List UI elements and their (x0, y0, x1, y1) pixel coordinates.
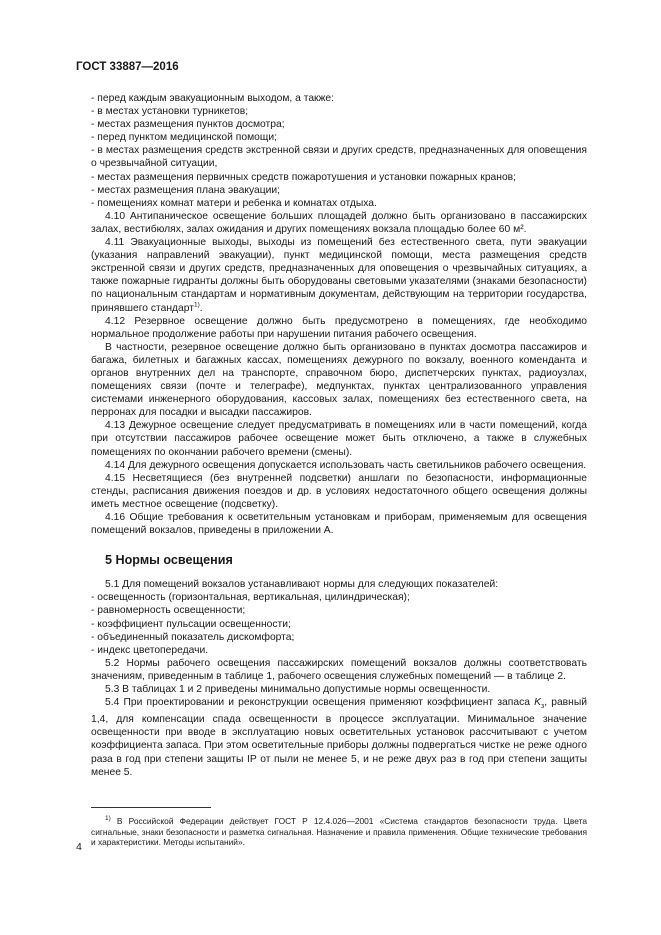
list-item: - объединенный показатель дискомфорта; (91, 631, 295, 643)
footnote (91, 816, 587, 848)
clause-4-15: 4.15 Несветящиеся (без внутренней подсветки) аншлаги по безопасности, информационные стенды, расписания движения поездов и др. в условиях недостаточного общего освещения должны иметь местное освещение (подсветку). (91, 472, 587, 510)
page-number: 4 (76, 841, 82, 853)
section-5-title: 5 Нормы освещения (105, 553, 233, 568)
footnote-divider (91, 807, 211, 808)
clause-4-11-text: 4.11 Эвакуационные выходы, выходы из помещений без естественного света, пути эвакуации (указания направлений эвакуации), пункт медицинской помощи, места размещения средств экстренной связи и других средств, предназначенных для оповещения о чрезвычайных ситуациях, а также пожарные гидранты должны быть оборудованы световыми указателями (знаками безопасности) по национальным стандартам и нормативным документам, действующим на территории государства, принявшего стандарт (91, 237, 587, 314)
list-item: - местах размещения первичных средств пожаротушения и установки пожарных кранов; (91, 171, 517, 183)
clause-4-12-detail: В частности, резервное освещение должно быть организовано в пунктах досмотра пассажиров и багажа, билетных и багажных кассах, помещениях дежурного по вокзалу, военного коменданта и органов внутренних дел на транспорте, справочном бюро, диспетчерских пунктах, радиоузлах, помещениях связи (почте и телеграфе), медпунктах, пунктах централизованного управления системами инженерного оборудования, кассовых залах, помещениях без естественного света, на перронах для посадки и высадки пассажиров. (91, 341, 587, 419)
list-item: - помещениях комнат матери и ребенка и комнатах отдыха. (91, 197, 377, 209)
list-item: - местах размещения плана эвакуации; (91, 184, 280, 196)
clause-4-11-end: . (199, 302, 203, 314)
clause-4-10: 4.10 Антипаническое освещение больших площадей должно быть организовано в пассажирских залах, вестибюлях, залах ожидания и других помещениях вокзала площадью более 60 м². (91, 210, 587, 235)
footnote-mark: 1) (105, 815, 111, 823)
clause-4-16: 4.16 Общие требования к осветительным установкам и приборам, применяемым для освещения помещений вокзалов, приведены в приложении А. (91, 512, 587, 537)
coefficient-subscript: з (540, 703, 545, 711)
clause-4-13: 4.13 Дежурное освещение следует предусматривать в помещениях или в части помещений, когда при отсутствии пассажиров рабочее освещение может быть отключено, а также в служебных помещениях по окончании рабочего времени (смены). (91, 420, 587, 458)
list-item: - в местах установки турникетов; (91, 106, 249, 118)
list-item: - перед каждым эвакуационным выходом, а также: (91, 93, 335, 104)
page-body (91, 92, 587, 856)
list-item: - освещенность (горизонтальная, вертикальная, цилиндрическая); (91, 592, 410, 604)
list-item: - местах размещения пунктов досмотра; (91, 119, 285, 131)
list-item: - коэффициент пульсации освещенности; (91, 618, 291, 630)
clause-5-2: 5.2 Нормы рабочего освещения пассажирских помещений вокзалов должны соответствовать значениям, приведенным в таблице 1, рабочего освещения служебных помещений — в таблице 2. (91, 657, 587, 682)
clause-5-4 (91, 696, 587, 779)
clause-5-4-text-a: 5.4 При проектировании и реконструкции освещения применяют коэффициент запаса (105, 697, 535, 709)
document-header: ГОСТ 33887—2016 (76, 61, 179, 73)
clause-4-12: 4.12 Резервное освещение должно быть предусмотрено в помещениях, где необходимо нормальное продолжение работы при нарушении питания рабочего освещения. (91, 315, 587, 340)
footnote-text: В Российской Федерации действует ГОСТ Р 12.4.026—2001 «Система стандартов безопасности труда. Цвета сигнальные, знаки безопасности и разметка сигнальная. Назначение и правила применения. Общие технические требования и характеристики. Методы испытаний». (91, 816, 587, 848)
clause-5-4-text-b: , равный 1,4, для компенсации спада освещенности в процессе эксплуатации. Минимальное значение освещенности при вводе в эксплуатацию новых осветительных установок рассчитывают с учетом коэффициента запаса. При этом осветительные приборы должны подвергаться чистке не реже одного раза в год при степени защиты IP от пыли не менее 5, и не реже двух раз в год при степени защиты менее 5. (91, 697, 587, 778)
clause-5-3: 5.3 В таблицах 1 и 2 приведены минимально допустимые нормы освещенности. (105, 684, 491, 696)
list-item: - перед пунктом медицинской помощи; (91, 132, 277, 144)
footnote-ref: 1) (194, 301, 200, 309)
clause-4-14: 4.14 Для дежурного освещения допускается использовать часть светильников рабочего освещения. (105, 459, 587, 471)
list-item: - индекс цветопередачи. (91, 644, 209, 656)
clause-5-1: 5.1 Для помещений вокзалов устанавливают нормы для следующих показателей: (105, 579, 499, 591)
coefficient-symbol: K (534, 697, 541, 709)
list-item: - в местах размещения средств экстренной связи и других средств, предназначенных для оповещения о чрезвычайной ситуации, (91, 145, 587, 170)
list-item: - равномерность освещенности; (91, 605, 246, 617)
clause-4-11 (91, 236, 587, 315)
